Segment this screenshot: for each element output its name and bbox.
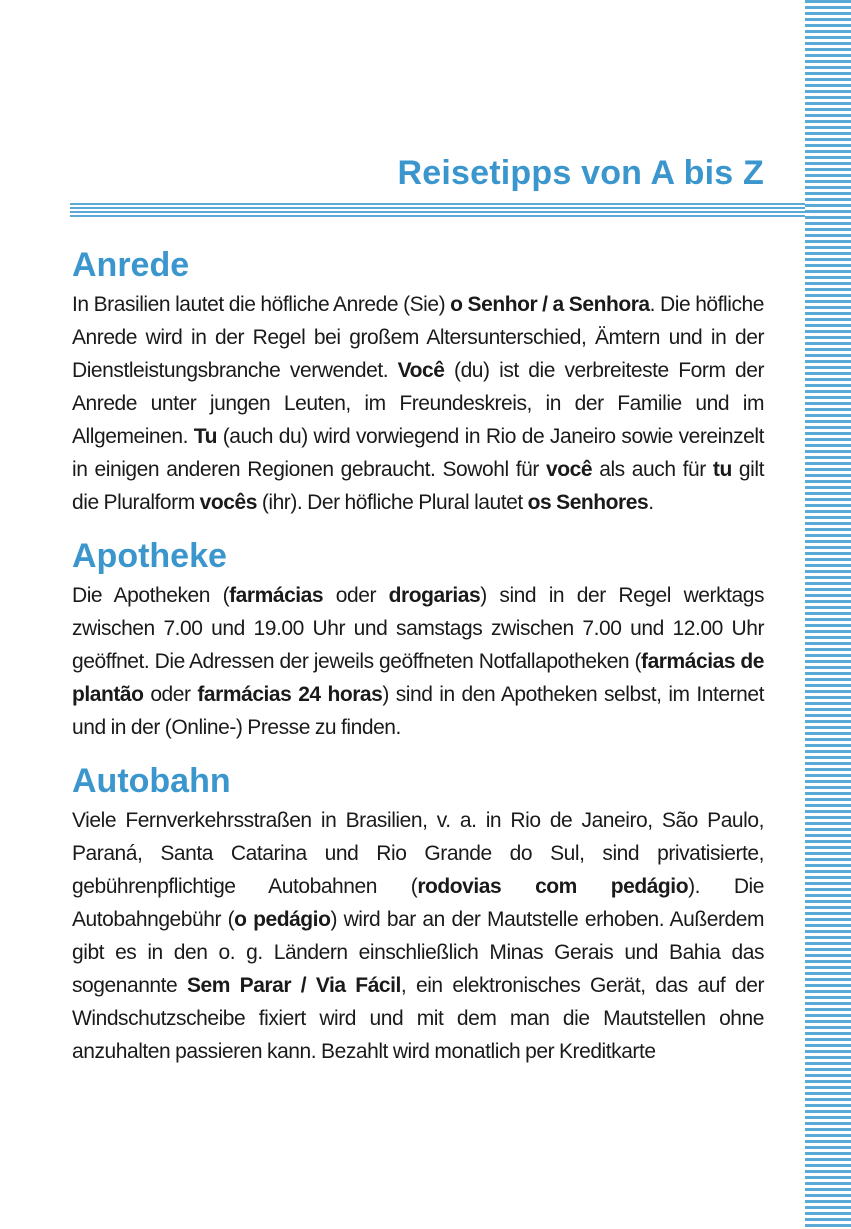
text-run: ). Die Autobahngebühr ( — [72, 875, 764, 931]
section-paragraph — [72, 804, 764, 1068]
bold-term: Tu — [193, 425, 217, 448]
bold-term: farmácias — [229, 584, 324, 607]
section-paragraph — [72, 579, 764, 744]
text-run: ) sind in der Regel werktags zwischen 7.00 und 19.00 Uhr und samstags zwischen 7.00 und 12.00 Uhr geöffnet. Die Adressen der jeweils geöffneten Notfallapotheken ( — [72, 584, 765, 673]
bold-term: você — [546, 458, 593, 481]
content-body — [72, 242, 764, 1082]
bold-term: o pedágio — [234, 908, 331, 931]
text-run: . — [648, 491, 654, 514]
bold-term: rodovias com pedágio — [417, 875, 689, 898]
bold-term: farmácias 24 horas — [197, 683, 383, 706]
text-run: In Brasilien lautet die höfliche Anrede (Sie) — [72, 293, 451, 316]
bold-term: o Senhor / a Senhora — [450, 293, 650, 316]
section-autobahn — [72, 758, 764, 1068]
section-apotheke — [72, 533, 764, 744]
text-run: . Die höfliche Anrede wird in der Regel bei großem Altersunterschied, Ämtern und in der Dienstleistungsbranche verwendet. — [72, 293, 764, 382]
text-run: (du) ist die verbreiteste Form der Anrede unter jungen Leuten, im Freundeskreis, in der Familie und im Allgemeinen. — [72, 359, 765, 448]
text-run: gilt die Pluralform — [72, 458, 764, 514]
bold-term: drogarias — [388, 584, 481, 607]
bold-term: Você — [397, 359, 445, 382]
section-title: Autobahn — [72, 762, 231, 800]
text-run: ) wird bar an der Mautstelle erhoben. Außerdem gibt es in den o. g. Ländern einschließlich Minas Gerais und Bahia das sogenannte — [72, 908, 764, 997]
decorative-stripe-bar — [805, 0, 851, 1229]
section-anrede — [72, 242, 764, 519]
text-run: Viele Fernverkehrsstraßen in Brasilien, v. a. in Rio de Janeiro, São Paulo, Paraná, Santa Catarina und Rio Grande do Sul, sind privatisierte, gebührenpflichtige Autobahnen ( — [72, 809, 764, 898]
text-run: oder — [143, 683, 198, 706]
bold-term: tu — [712, 458, 732, 481]
text-run: (auch du) wird vorwiegend in Rio de Janeiro sowie vereinzelt in einigen anderen Regionen gebraucht. Sowohl für — [72, 425, 764, 481]
bold-term: farmácias de plantão — [72, 650, 764, 706]
bold-term: os Senhores — [527, 491, 649, 514]
header-rule — [70, 203, 805, 217]
text-run: als auch für — [592, 458, 713, 481]
text-run: Die Apotheken ( — [72, 584, 230, 607]
section-paragraph — [72, 288, 764, 519]
section-title: Anrede — [72, 246, 190, 284]
text-run: ) sind in den Apotheken selbst, im Internet und in der (Online-) Presse zu finden. — [72, 683, 765, 739]
bold-term: Sem Parar / Via Fácil — [186, 974, 401, 997]
text-run: , ein elektronisches Gerät, das auf der Windschutzscheibe fixiert wird und mit dem man die Mautstellen ohne anzuhalten passieren kann. Bezahlt wird monatlich per Kreditkarte — [72, 974, 764, 1063]
text-run: oder — [323, 584, 389, 607]
bold-term: vocês — [199, 491, 257, 514]
section-title: Apotheke — [72, 537, 227, 575]
text-run: (ihr). Der höfliche Plural lautet — [256, 491, 528, 514]
page-title: Reisetipps von A bis Z — [397, 154, 764, 192]
